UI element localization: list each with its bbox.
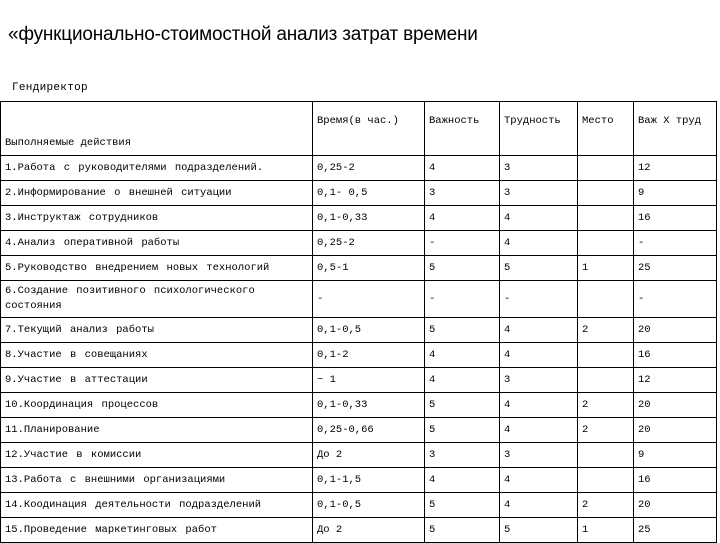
difficulty-cell: 5 <box>500 518 578 543</box>
place-cell <box>578 181 634 206</box>
place-cell <box>578 368 634 393</box>
time-cell: - <box>313 281 425 318</box>
header-importance-x-difficulty: Важ Х труд <box>634 102 717 156</box>
table-row <box>1 181 717 206</box>
difficulty-cell: 4 <box>500 318 578 343</box>
place-cell <box>578 206 634 231</box>
action-cell: 11.Планирование <box>1 418 313 443</box>
header-importance: Важность <box>425 102 500 156</box>
difficulty-cell: 4 <box>500 206 578 231</box>
importance-cell: 3 <box>425 181 500 206</box>
difficulty-cell: - <box>500 281 578 318</box>
time-cell: 0,1-0,33 <box>313 393 425 418</box>
action-cell: 2.Информирование о внешней ситуации <box>1 181 313 206</box>
importance-cell: - <box>425 281 500 318</box>
importance-cell: 5 <box>425 493 500 518</box>
importance-cell: 4 <box>425 368 500 393</box>
table-row <box>1 393 717 418</box>
importance-cell: 5 <box>425 393 500 418</box>
place-cell: 2 <box>578 318 634 343</box>
product-cell: 9 <box>634 181 717 206</box>
header-difficulty: Трудность <box>500 102 578 156</box>
product-cell: 20 <box>634 493 717 518</box>
page-title: «функционально-стоимостной анализ затрат времени <box>8 24 478 45</box>
time-cell: 0,1-1,5 <box>313 468 425 493</box>
place-cell: 2 <box>578 393 634 418</box>
place-cell: 1 <box>578 256 634 281</box>
table-row <box>1 368 717 393</box>
place-cell: 1 <box>578 518 634 543</box>
product-cell: 20 <box>634 418 717 443</box>
difficulty-cell: 5 <box>500 256 578 281</box>
header-actions: Выполняемые действия <box>1 102 313 156</box>
difficulty-cell: 3 <box>500 156 578 181</box>
action-cell: 15.Проведение маркетинговых работ <box>1 518 313 543</box>
action-cell: 10.Координация процессов <box>1 393 313 418</box>
difficulty-cell: 4 <box>500 418 578 443</box>
product-cell: 25 <box>634 518 717 543</box>
time-cell: 0,1-0,5 <box>313 493 425 518</box>
action-cell: 14.Коодинация деятельности подразделений <box>1 493 313 518</box>
place-cell <box>578 443 634 468</box>
action-cell: 1.Работа с руководителями подразделений. <box>1 156 313 181</box>
product-cell: - <box>634 281 717 318</box>
place-cell <box>578 231 634 256</box>
importance-cell: 5 <box>425 256 500 281</box>
time-cell: ~ 1 <box>313 368 425 393</box>
table-row <box>1 256 717 281</box>
product-cell: 12 <box>634 156 717 181</box>
table-row <box>1 493 717 518</box>
importance-cell: 4 <box>425 343 500 368</box>
table-row <box>1 468 717 493</box>
difficulty-cell: 3 <box>500 443 578 468</box>
difficulty-cell: 4 <box>500 393 578 418</box>
importance-cell: 4 <box>425 206 500 231</box>
table-row <box>1 231 717 256</box>
time-cell: 0,1-2 <box>313 343 425 368</box>
product-cell: 16 <box>634 468 717 493</box>
difficulty-cell: 4 <box>500 343 578 368</box>
importance-cell: 4 <box>425 156 500 181</box>
action-cell: 3.Инструктаж сотрудников <box>1 206 313 231</box>
difficulty-cell: 4 <box>500 231 578 256</box>
place-cell: 2 <box>578 493 634 518</box>
time-cell: 0,25-2 <box>313 156 425 181</box>
difficulty-cell: 4 <box>500 468 578 493</box>
header-place: Место <box>578 102 634 156</box>
time-cell: До 2 <box>313 518 425 543</box>
table-row <box>1 318 717 343</box>
product-cell: 20 <box>634 318 717 343</box>
importance-cell: 4 <box>425 468 500 493</box>
product-cell: 12 <box>634 368 717 393</box>
place-cell <box>578 281 634 318</box>
importance-cell: 3 <box>425 443 500 468</box>
difficulty-cell: 3 <box>500 181 578 206</box>
role-subtitle: Гендиректор <box>12 82 88 94</box>
action-cell: 6.Создание позитивного психологического состояния <box>1 281 313 318</box>
table-row <box>1 443 717 468</box>
importance-cell: 5 <box>425 518 500 543</box>
time-cell: 0,1-0,33 <box>313 206 425 231</box>
product-cell: 16 <box>634 206 717 231</box>
action-cell: 13.Работа с внешними организациями <box>1 468 313 493</box>
place-cell <box>578 343 634 368</box>
table-row <box>1 156 717 181</box>
time-cell: 0,1- 0,5 <box>313 181 425 206</box>
product-cell: 25 <box>634 256 717 281</box>
time-cell: 0,25-2 <box>313 231 425 256</box>
product-cell: 9 <box>634 443 717 468</box>
table-row <box>1 518 717 543</box>
place-cell <box>578 156 634 181</box>
time-cell: 0,1-0,5 <box>313 318 425 343</box>
time-cell: 0,25-0,66 <box>313 418 425 443</box>
table-row <box>1 343 717 368</box>
action-cell: 9.Участие в аттестации <box>1 368 313 393</box>
table-header-row <box>1 102 717 156</box>
action-cell: 7.Текущий анализ работы <box>1 318 313 343</box>
table-row <box>1 281 717 318</box>
table-row <box>1 418 717 443</box>
action-cell: 5.Руководство внедрением новых технологий <box>1 256 313 281</box>
importance-cell: 5 <box>425 418 500 443</box>
importance-cell: - <box>425 231 500 256</box>
action-cell: 4.Анализ оперативной работы <box>1 231 313 256</box>
product-cell: - <box>634 231 717 256</box>
header-time: Время(в час.) <box>313 102 425 156</box>
difficulty-cell: 3 <box>500 368 578 393</box>
product-cell: 16 <box>634 343 717 368</box>
place-cell: 2 <box>578 418 634 443</box>
product-cell: 20 <box>634 393 717 418</box>
difficulty-cell: 4 <box>500 493 578 518</box>
analysis-table <box>0 101 717 543</box>
time-cell: До 2 <box>313 443 425 468</box>
time-cell: 0,5-1 <box>313 256 425 281</box>
action-cell: 8.Участие в совещаниях <box>1 343 313 368</box>
importance-cell: 5 <box>425 318 500 343</box>
action-cell: 12.Участие в комиссии <box>1 443 313 468</box>
place-cell <box>578 468 634 493</box>
table-row <box>1 206 717 231</box>
